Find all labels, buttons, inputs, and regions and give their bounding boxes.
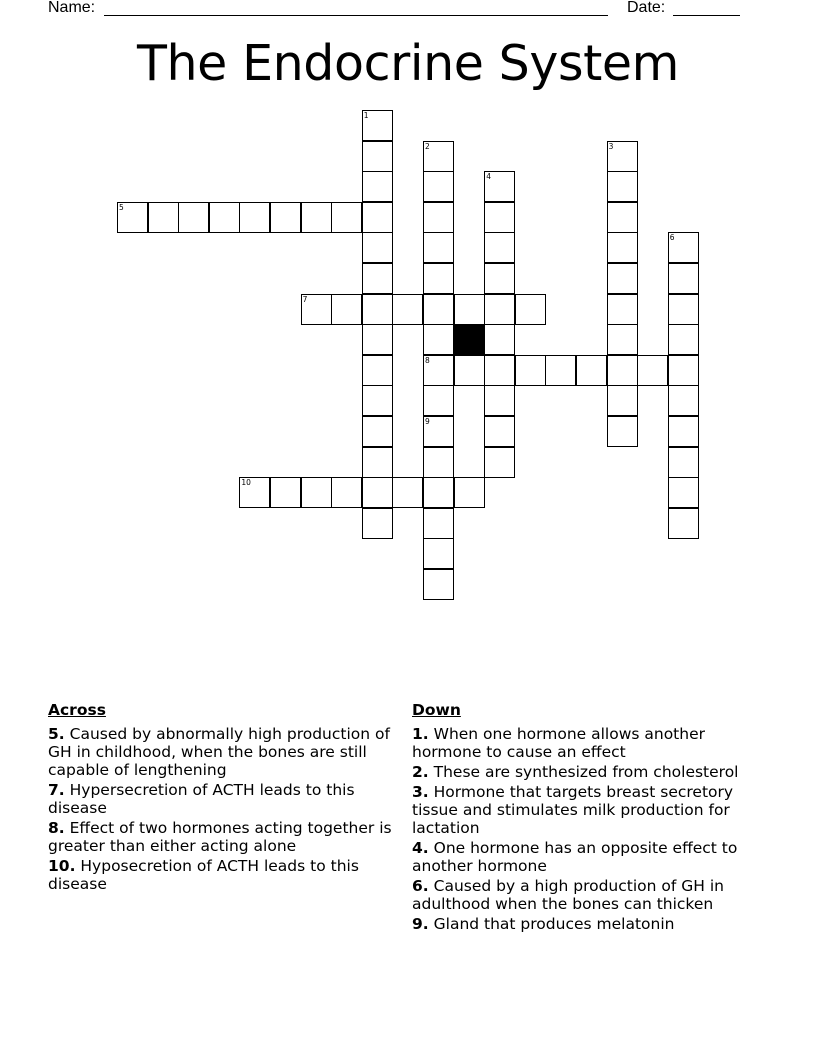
grid-cell[interactable] xyxy=(392,477,423,508)
grid-cell[interactable] xyxy=(484,232,515,263)
across-heading: Across xyxy=(48,701,106,719)
clue-number: 1 xyxy=(363,111,369,120)
grid-cell[interactable] xyxy=(484,447,515,478)
grid-cell[interactable] xyxy=(515,294,546,325)
grid-cell[interactable] xyxy=(362,110,393,141)
grid-cell[interactable] xyxy=(607,263,638,294)
grid-cell[interactable] xyxy=(454,294,485,325)
clue-down-9: 9. Gland that produces melatonin xyxy=(412,915,675,933)
grid-cell[interactable] xyxy=(607,202,638,233)
clue-down-6: 6. Caused by a high production of GH in adulthood when the bones can thicken xyxy=(412,877,724,913)
name-label: Name: xyxy=(48,0,96,16)
grid-cell[interactable] xyxy=(454,477,485,508)
grid-cell[interactable] xyxy=(668,416,699,447)
grid-cell[interactable] xyxy=(239,477,270,508)
clue-number: 7 xyxy=(302,294,308,304)
grid-cell[interactable] xyxy=(607,232,638,263)
grid-cell[interactable] xyxy=(362,294,393,325)
grid-cell[interactable] xyxy=(423,171,454,202)
grid-cell[interactable] xyxy=(607,141,638,172)
grid-cell[interactable] xyxy=(423,263,454,294)
grid-cell[interactable] xyxy=(423,477,454,508)
grid-cell[interactable] xyxy=(545,355,576,386)
clue-down-1: 1. When one hormone allows another hormone to cause an effect xyxy=(412,725,705,761)
clue-number: 6 xyxy=(669,233,675,243)
grid-cell[interactable] xyxy=(607,324,638,355)
clue-across-8: 8. Effect of two hormones acting together is greater than either acting alone xyxy=(48,819,392,855)
grid-cell[interactable] xyxy=(668,447,699,478)
grid-cell[interactable] xyxy=(484,324,515,355)
grid-cell[interactable] xyxy=(668,508,699,539)
clue-down-2: 2. These are synthesized from cholesterol xyxy=(412,763,739,781)
grid-cell[interactable] xyxy=(148,202,179,233)
clue-number: 4 xyxy=(486,172,491,182)
grid-cell[interactable] xyxy=(484,416,515,447)
grid-cell[interactable] xyxy=(607,355,638,386)
grid-cell[interactable] xyxy=(484,355,515,386)
grid-cell[interactable] xyxy=(362,202,393,233)
grid-cell[interactable] xyxy=(423,385,454,416)
grid-cell[interactable] xyxy=(270,477,301,508)
grid-cell[interactable] xyxy=(515,355,546,386)
date-label: Date: xyxy=(627,0,666,16)
grid-cell[interactable] xyxy=(362,141,393,172)
grid-cell[interactable] xyxy=(668,477,699,508)
grid-cell[interactable] xyxy=(423,569,454,600)
grid-cell[interactable] xyxy=(331,294,362,325)
grid-cell[interactable] xyxy=(484,263,515,294)
clue-number: 8 xyxy=(425,355,430,365)
grid-cell[interactable] xyxy=(301,294,332,325)
grid-cell[interactable] xyxy=(362,477,393,508)
clue-number: 9 xyxy=(425,417,430,426)
grid-cell[interactable] xyxy=(362,416,393,447)
grid-cell[interactable] xyxy=(362,447,393,478)
grid-cell[interactable] xyxy=(362,508,393,539)
clue-across-5: 5. Caused by abnormally high production of GH in childhood, when the bones are still capable of lengthening xyxy=(48,725,390,779)
down-heading: Down xyxy=(412,701,461,719)
grid-cell[interactable] xyxy=(301,202,332,233)
grid-cell[interactable] xyxy=(209,202,240,233)
grid-cell[interactable] xyxy=(423,324,454,355)
grid-cell[interactable] xyxy=(668,355,699,386)
grid-cell[interactable] xyxy=(362,355,393,386)
grid-cell[interactable] xyxy=(423,232,454,263)
grid-cell[interactable] xyxy=(484,171,515,202)
grid-cell[interactable] xyxy=(362,263,393,294)
clue-down-3: 3. Hormone that targets breast secretory tissue and stimulates milk production for lactation xyxy=(412,783,734,837)
grid-cell[interactable] xyxy=(668,294,699,325)
grid-cell[interactable] xyxy=(331,202,362,233)
grid-cell[interactable] xyxy=(607,385,638,416)
grid-cell[interactable] xyxy=(454,355,485,386)
grid-cell[interactable] xyxy=(423,141,454,172)
grid-cell[interactable] xyxy=(392,294,423,325)
clue-number: 5 xyxy=(119,202,124,212)
grid-cell[interactable] xyxy=(423,294,454,325)
grid-cell[interactable] xyxy=(239,202,270,233)
grid-cell[interactable] xyxy=(362,385,393,416)
grid-cell[interactable] xyxy=(607,171,638,202)
grid-cell[interactable] xyxy=(423,508,454,539)
grid-cell[interactable] xyxy=(576,355,607,386)
grid-cell[interactable] xyxy=(362,324,393,355)
grid-cell[interactable] xyxy=(301,477,332,508)
grid-cell[interactable] xyxy=(607,294,638,325)
grid-cell[interactable] xyxy=(484,294,515,325)
grid-cell[interactable] xyxy=(331,477,362,508)
down-clues xyxy=(412,701,762,935)
grid-cell[interactable] xyxy=(484,385,515,416)
grid-cell[interactable] xyxy=(484,202,515,233)
clue-number: 3 xyxy=(608,141,614,151)
grid-cell[interactable] xyxy=(270,202,301,233)
grid-cell[interactable] xyxy=(178,202,209,233)
grid-cell[interactable] xyxy=(362,232,393,263)
grid-cell[interactable] xyxy=(423,416,454,447)
grid-cell[interactable] xyxy=(607,416,638,447)
clue-down-4: 4. One hormone has an opposite effect to another hormone xyxy=(412,839,738,875)
grid-cell[interactable] xyxy=(423,538,454,569)
grid-cell[interactable] xyxy=(668,385,699,416)
grid-cell[interactable] xyxy=(423,447,454,478)
grid-cell[interactable] xyxy=(668,232,699,263)
grid-cell[interactable] xyxy=(668,324,699,355)
blocked-cell xyxy=(454,324,485,355)
grid-cell[interactable] xyxy=(423,355,454,386)
page-title: The Endocrine System xyxy=(136,35,679,92)
grid-cell[interactable] xyxy=(637,355,668,386)
clue-across-10: 10. Hyposecretion of ACTH leads to this disease xyxy=(48,857,359,893)
clue-across-7: 7. Hypersecretion of ACTH leads to this disease xyxy=(48,781,355,817)
across-clues xyxy=(48,701,410,895)
grid-cell[interactable] xyxy=(117,202,148,233)
grid-cell[interactable] xyxy=(668,263,699,294)
grid-cell[interactable] xyxy=(362,171,393,202)
clue-number: 2 xyxy=(425,141,430,151)
grid-cell[interactable] xyxy=(423,202,454,233)
clue-number: 10 xyxy=(241,478,251,488)
